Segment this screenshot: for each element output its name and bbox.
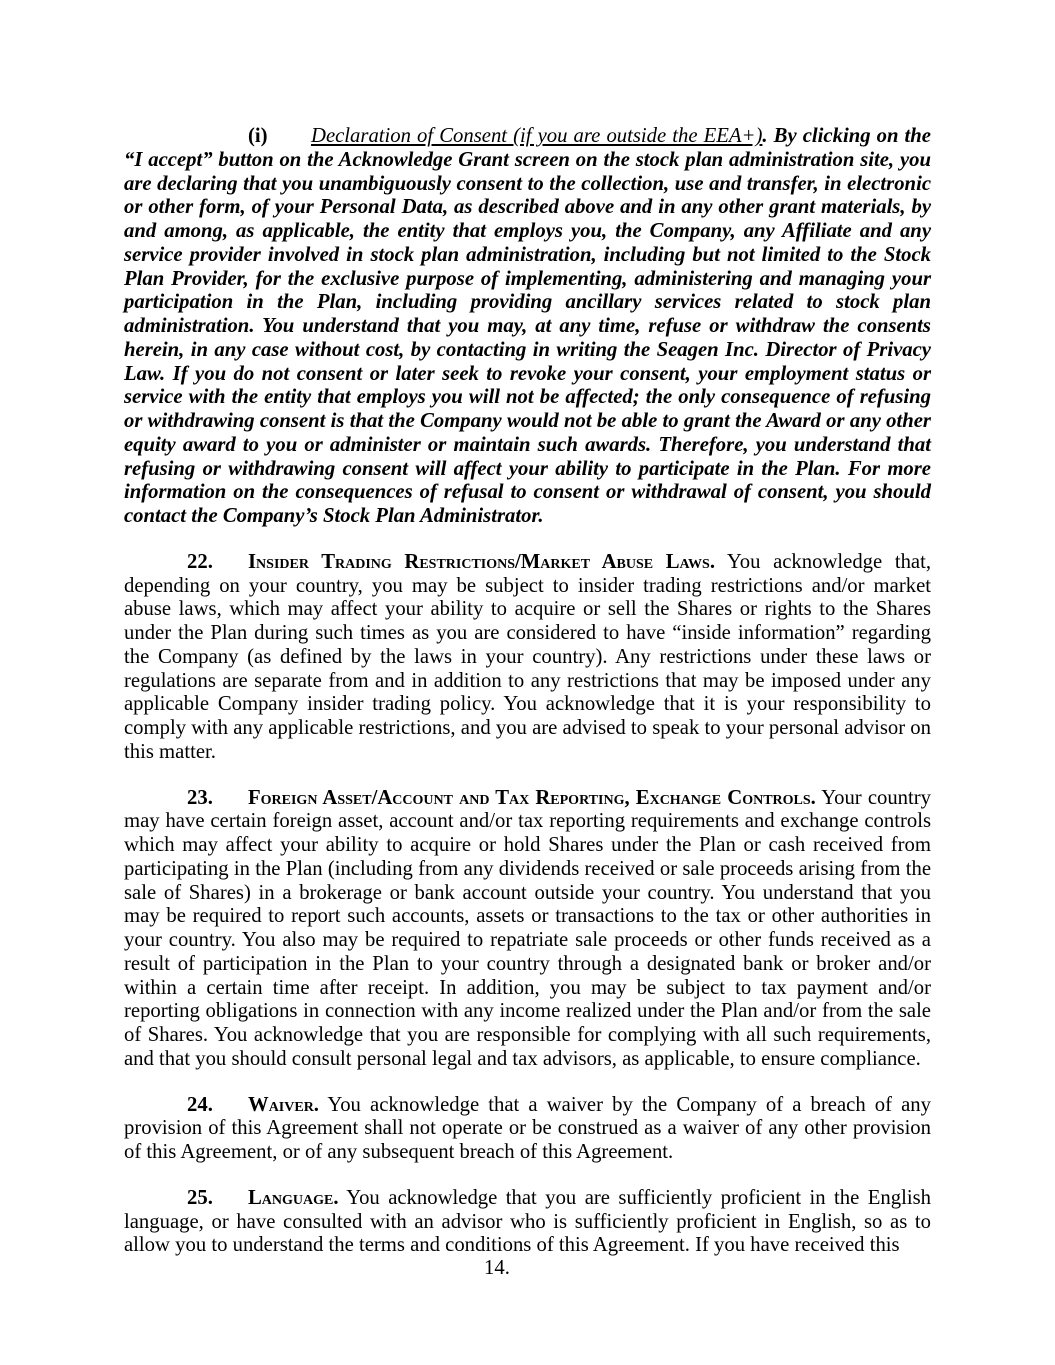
section-heading: Foreign Asset/Account and Tax Reporting, Exchange Controls. [248, 786, 816, 809]
section-25 [124, 1187, 931, 1258]
section-22 [124, 551, 931, 765]
section-23 [124, 787, 931, 1072]
consent-clause [124, 125, 931, 529]
section-body: You acknowledge that you are sufficiently proficient in the English language, or have consulted with an advisor who is sufficiently proficient in English, so as to allow you to understand the terms and conditions of this Agreement. If you have received this [124, 1186, 931, 1257]
section-heading: Language. [248, 1186, 339, 1209]
section-number: 25. [187, 1186, 213, 1209]
clause-body: By clicking on the “I accept” button on the Acknowledge Grant screen on the stock plan administration site, you are declaring that you unambiguously consent to the collection, use and transfer, in electronic or other form, of your Personal Data, as described above and in any other grant materials, by and among, as applicable, the entity that employs you, the Company, any Affiliate and any service provider involved in stock plan administration, including but not limited to the Stock Plan Provider, for the exclusive purpose of implementing, administering and managing your participation in the Plan, including providing ancillary services related to stock plan administration. You understand that you may, at any time, refuse or withdraw the consents herein, in any case without cost, by contacting in writing the Seagen Inc. Director of Privacy Law. If you do not consent or later seek to revoke your consent, your employment status or service with the entity that employs you will not be affected; the only consequence of refusing or withdrawing consent is that the Company would not be able to grant the Award or any other equity award to you or administer or maintain such awards. Therefore, you understand that refusing or withdrawing consent will affect your ability to participate in the Plan. For more information on the consequences of refusal to consent or withdrawal of consent, you should contact the Company’s Stock Plan Administrator. [124, 125, 931, 527]
section-number: 22. [187, 550, 213, 573]
clause-label: (i) [248, 125, 268, 147]
clause-heading-suffix: . [762, 125, 768, 147]
document-body [124, 125, 931, 1280]
page-number: 14. [484, 1257, 510, 1279]
clause-heading: Declaration of Consent (if you are outside the EEA+) [311, 125, 763, 147]
section-24 [124, 1094, 931, 1165]
section-heading: Waiver. [248, 1093, 319, 1116]
section-heading: Insider Trading Restrictions/Market Abuse Laws. [248, 550, 716, 573]
section-body: You acknowledge that, depending on your country, you may be subject to insider trading restrictions and/or market abuse laws, which may affect your ability to acquire or sell the Shares or rights to the Shares under the Plan during such times as you are considered to have “inside information” regarding the Company (as defined by the laws in your country). Any restrictions under these laws or regulations are separate from and in addition to any restrictions that may be imposed under any applicable Company insider trading policy. You acknowledge that it is your responsibility to comply with any applicable restrictions, and you are advised to speak to your personal advisor on this matter. [124, 550, 932, 763]
section-number: 23. [187, 786, 213, 809]
section-body: You acknowledge that a waiver by the Company of a breach of any provision of this Agreement shall not operate or be construed as a waiver of any other provision of this Agreement, or of any subsequent breach of this Agreement. [124, 1093, 931, 1163]
section-number: 24. [187, 1093, 213, 1116]
section-body: Your country may have certain foreign asset, account and/or tax reporting requirements and exchange controls which may affect your ability to acquire or hold Shares under the Plan or cash received from participating in the Plan (including from any dividends received or sale proceeds arising from the sale of Shares) in a brokerage or bank account outside your country. You understand that you may be required to report such accounts, assets or transactions to the tax or other authorities in your country. You also may be required to repatriate sale proceeds or other funds received as a result of participation in the Plan to your country through a designated bank or broker and/or within a certain time after receipt. In addition, you may be subject to tax payment and/or reporting obligations in connection with any income realized under the Plan and/or from the sale of Shares. You acknowledge that you are responsible for complying with all such requirements, and that you should consult personal legal and tax advisors, as applicable, to ensure compliance. [124, 786, 932, 1070]
